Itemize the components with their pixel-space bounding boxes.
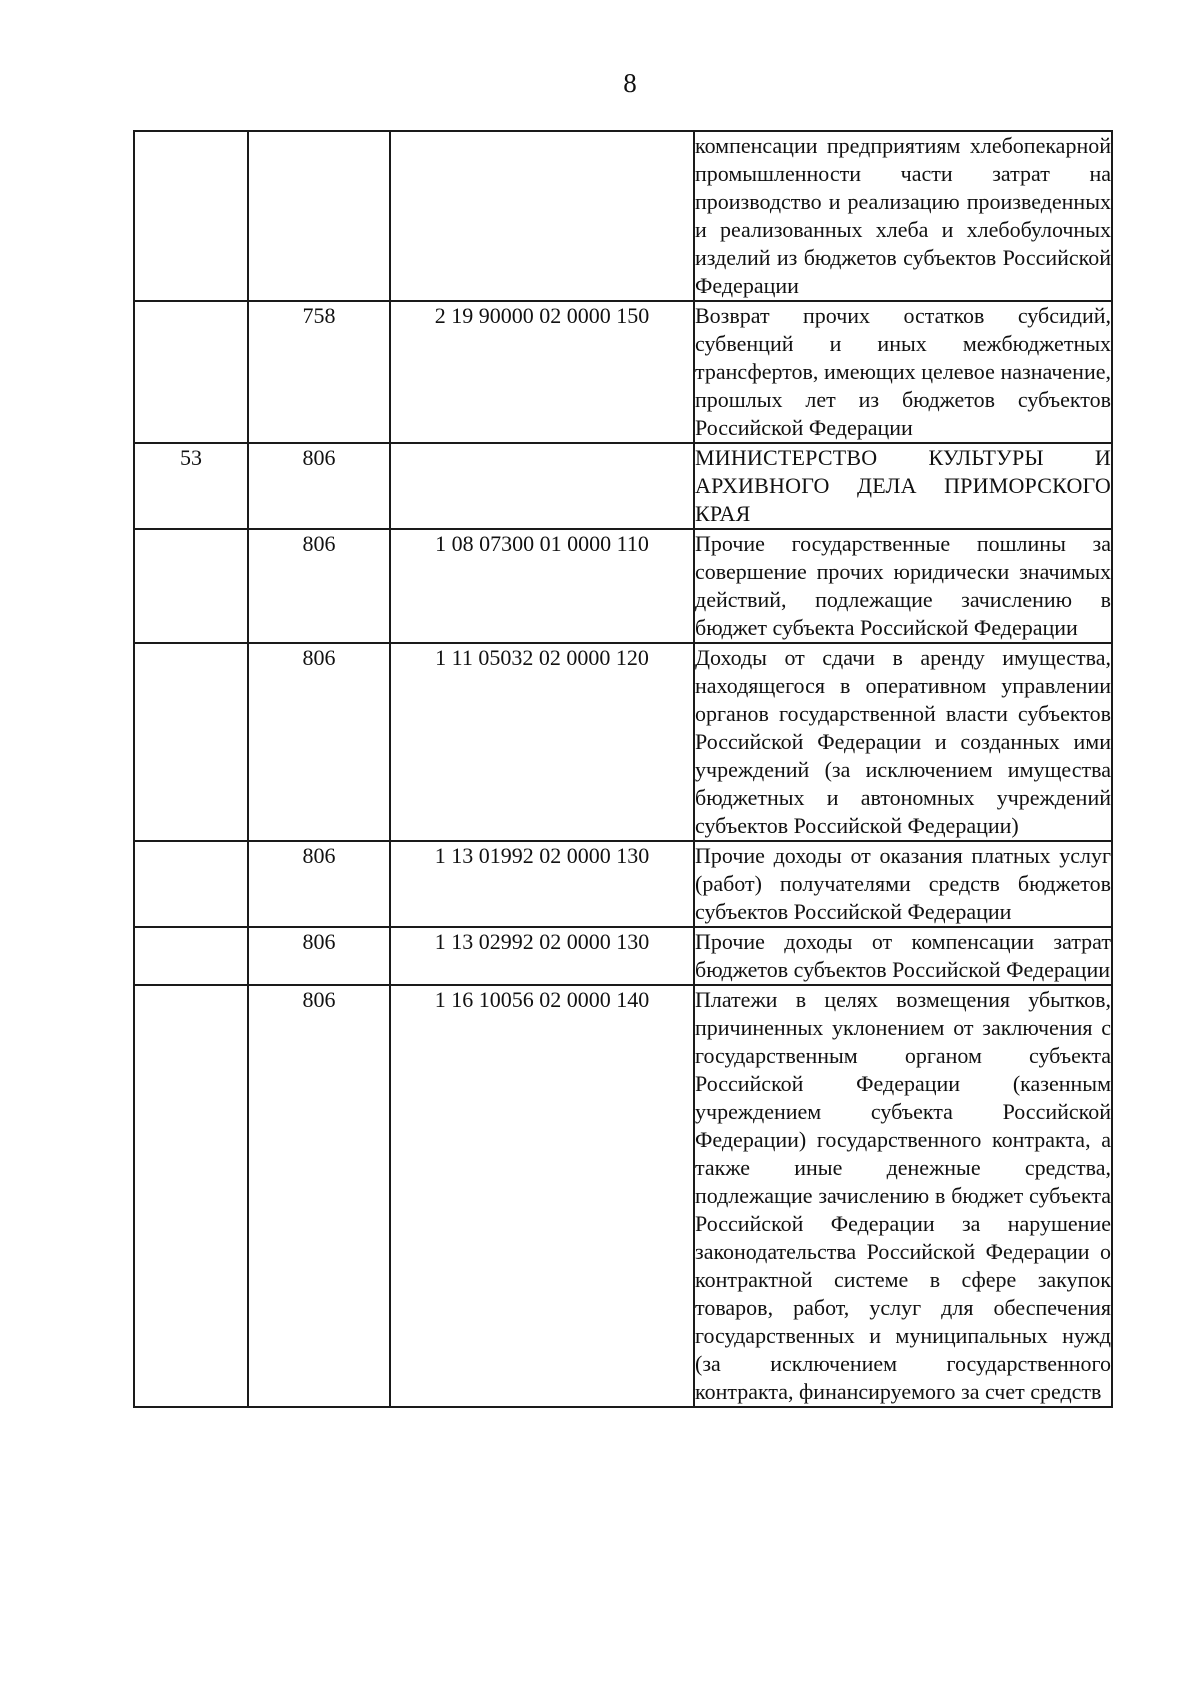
admin-code-cell: 806 — [248, 841, 390, 927]
table-row — [134, 927, 1112, 985]
budget-classification-code-cell: 2 19 90000 02 0000 150 — [390, 301, 694, 443]
administrator-name-cell: МИНИСТЕРСТВО КУЛЬТУРЫ И АРХИВНОГО ДЕЛА ПРИМОРСКОГО КРАЯ — [694, 443, 1112, 529]
budget-classification-code-cell — [390, 443, 694, 529]
revenue-name-cell: компенсации предприятиям хлебопекарной промышленности части затрат на производство и реализацию произведенных и реализованных хлеба и хлебобулочных изделий из бюджетов субъектов Российской Федерации — [694, 131, 1112, 301]
row-number-cell — [134, 131, 248, 301]
budget-classification-code-cell — [390, 131, 694, 301]
admin-code-cell: 758 — [248, 301, 390, 443]
table-row — [134, 841, 1112, 927]
row-number-cell — [134, 841, 248, 927]
admin-code-cell: 806 — [248, 443, 390, 529]
revenue-name-cell: Платежи в целях возмещения убытков, причиненных уклонением от заключения с государственным органом субъекта Российской Федерации (казенным учреждением субъекта Российской Федерации) государственного контракта, а также иные денежные средства, подлежащие зачислению в бюджет субъекта Российской Федерации за нарушение законодательства Российской Федерации о контрактной системе в сфере закупок товаров, работ, услуг для обеспечения государственных и муниципальных нужд (за исключением государственного контракта, финансируемого за счет средств — [694, 985, 1112, 1407]
revenue-name-cell: Прочие доходы от компенсации затрат бюджетов субъектов Российской Федерации — [694, 927, 1112, 985]
budget-classification-code-cell: 1 08 07300 01 0000 110 — [390, 529, 694, 643]
row-number-cell — [134, 301, 248, 443]
table-row — [134, 985, 1112, 1407]
admin-code-cell — [248, 131, 390, 301]
page-number: 8 — [623, 68, 637, 98]
table-row — [134, 643, 1112, 841]
table-row — [134, 131, 1112, 301]
revenue-name-cell: Прочие доходы от оказания платных услуг (работ) получателями средств бюджетов субъектов Российской Федерации — [694, 841, 1112, 927]
admin-code-cell: 806 — [248, 643, 390, 841]
budget-classification-code-cell: 1 13 02992 02 0000 130 — [390, 927, 694, 985]
budget-classification-code-cell: 1 11 05032 02 0000 120 — [390, 643, 694, 841]
budget-classification-code-cell: 1 13 01992 02 0000 130 — [390, 841, 694, 927]
table-row — [134, 443, 1112, 529]
table-row — [134, 529, 1112, 643]
admin-code-cell: 806 — [248, 985, 390, 1407]
row-number-cell — [134, 643, 248, 841]
admin-code-cell: 806 — [248, 927, 390, 985]
revenue-name-cell: Прочие государственные пошлины за совершение прочих юридически значимых действий, подлежащие зачислению в бюджет субъекта Российской Федерации — [694, 529, 1112, 643]
row-number-cell — [134, 529, 248, 643]
admin-code-cell: 806 — [248, 529, 390, 643]
row-number-cell: 53 — [134, 443, 248, 529]
row-number-cell — [134, 927, 248, 985]
revenue-name-cell: Доходы от сдачи в аренду имущества, находящегося в оперативном управлении органов государственной власти субъектов Российской Федерации и созданных ими учреждений (за исключением имущества бюджетных и автономных учреждений субъектов Российской Федерации) — [694, 643, 1112, 841]
row-number-cell — [134, 985, 248, 1407]
revenue-name-cell: Возврат прочих остатков субсидий, субвенций и иных межбюджетных трансфертов, имеющих целевое назначение, прошлых лет из бюджетов субъектов Российской Федерации — [694, 301, 1112, 443]
revenue-administrators-table — [133, 130, 1113, 1408]
table-row — [134, 301, 1112, 443]
budget-classification-code-cell: 1 16 10056 02 0000 140 — [390, 985, 694, 1407]
